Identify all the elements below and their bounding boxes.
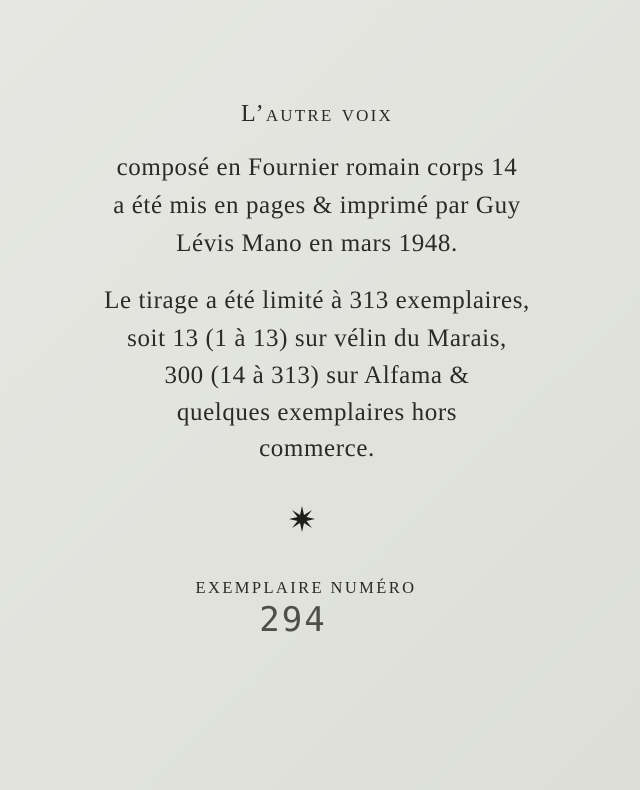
edition-line-3: 300 (14 à 313) sur Alfama & <box>164 362 470 389</box>
book-title: L’autre voix <box>240 101 393 127</box>
copy-number-stamp: 294 <box>259 600 327 640</box>
edition-line-1: Le tirage a été limité à 313 exemplaires, <box>104 287 530 314</box>
colophon-line-3: Lévis Mano en mars 1948. <box>176 230 458 257</box>
colophon-line-1: composé en Fournier romain corps 14 <box>116 154 518 181</box>
edition-line-4: quelques exemplaires hors <box>176 399 458 426</box>
edition-line-5: commerce. <box>259 435 375 462</box>
colophon-line-2: a été mis en pages & imprimé par Guy <box>113 192 521 219</box>
edition-line-2: soit 13 (1 à 13) sur vélin du Marais, <box>127 325 507 352</box>
copy-number-label: EXEMPLAIRE NUMÉRO <box>195 578 417 597</box>
eight-point-star-icon <box>288 505 316 533</box>
